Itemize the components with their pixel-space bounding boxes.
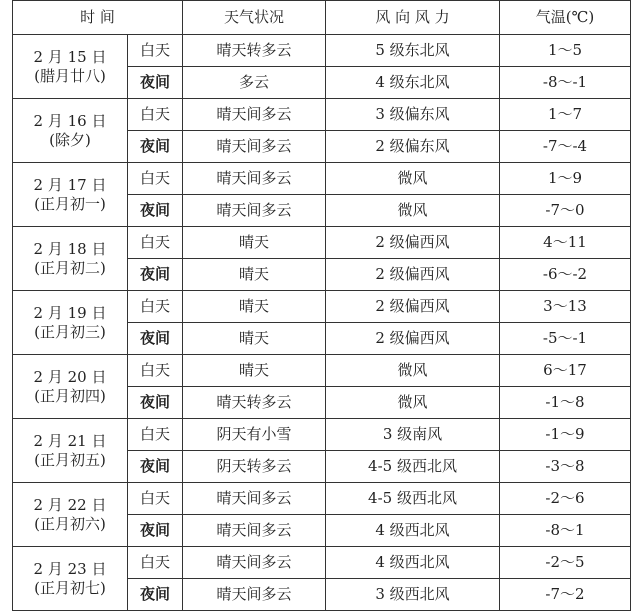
wind-cell: 4-5 级西北风 [326,451,500,483]
period-cell: 白天 [128,291,183,323]
header-time: 时 间 [13,1,183,35]
temperature-cell: -8～1 [500,515,631,547]
weather-cell: 多云 [183,67,326,99]
temperature-cell: -2～6 [500,483,631,515]
period-cell: 夜间 [128,67,183,99]
weather-cell: 晴天间多云 [183,579,326,611]
temperature-cell: 1～7 [500,99,631,131]
date-cell [13,547,128,611]
wind-cell: 4 级东北风 [326,67,500,99]
temperature-cell: 1～5 [500,35,631,67]
wind-cell: 微风 [326,163,500,195]
temperature-cell: -7～-4 [500,131,631,163]
date-label: 2 月 23 日 [33,559,107,578]
table-row-day [13,483,631,515]
temperature-cell: 3～13 [500,291,631,323]
wind-cell: 2 级偏东风 [326,131,500,163]
period-cell: 白天 [128,419,183,451]
period-cell: 夜间 [128,195,183,227]
wind-cell: 微风 [326,195,500,227]
period-cell: 夜间 [128,259,183,291]
period-cell: 白天 [128,99,183,131]
weather-forecast-table [12,0,631,611]
temperature-cell: -2～5 [500,547,631,579]
date-cell [13,291,128,355]
temperature-cell: -1～9 [500,419,631,451]
temperature-cell: -7～0 [500,195,631,227]
period-cell: 白天 [128,227,183,259]
weather-cell: 晴天间多云 [183,163,326,195]
lunar-date-label: (正月初七) [34,578,106,597]
period-cell: 白天 [128,163,183,195]
date-label: 2 月 21 日 [33,431,107,450]
period-cell: 白天 [128,35,183,67]
header-weather: 天气状况 [183,1,326,35]
table-row-day [13,163,631,195]
wind-cell: 微风 [326,355,500,387]
weather-cell: 晴天间多云 [183,547,326,579]
wind-cell: 4-5 级西北风 [326,483,500,515]
header-temperature: 气温(℃) [500,1,631,35]
temperature-cell: 1～9 [500,163,631,195]
weather-cell: 晴天间多云 [183,515,326,547]
weather-cell: 晴天 [183,355,326,387]
temperature-cell: -5～-1 [500,323,631,355]
period-cell: 夜间 [128,323,183,355]
lunar-date-label: (正月初二) [34,258,106,277]
date-label: 2 月 19 日 [33,303,107,322]
period-cell: 夜间 [128,451,183,483]
date-cell [13,35,128,99]
lunar-date-label: (正月初四) [34,386,106,405]
date-cell [13,99,128,163]
date-label: 2 月 18 日 [33,239,107,258]
table-row-day [13,419,631,451]
lunar-date-label: (正月初一) [34,194,106,213]
weather-cell: 阴天转多云 [183,451,326,483]
lunar-date-label: (正月初三) [34,322,106,341]
weather-cell: 晴天间多云 [183,131,326,163]
date-label: 2 月 15 日 [33,47,107,66]
period-cell: 白天 [128,483,183,515]
table-row-day [13,35,631,67]
weather-cell: 晴天 [183,323,326,355]
temperature-cell: -1～8 [500,387,631,419]
date-cell [13,227,128,291]
wind-cell: 2 级偏西风 [326,227,500,259]
wind-cell: 3 级偏东风 [326,99,500,131]
weather-cell: 晴天 [183,227,326,259]
weather-cell: 晴天转多云 [183,35,326,67]
temperature-cell: -6～-2 [500,259,631,291]
table-row-day [13,291,631,323]
wind-cell: 2 级偏西风 [326,259,500,291]
temperature-cell: 4～11 [500,227,631,259]
temperature-cell: -8～-1 [500,67,631,99]
table-row-day [13,227,631,259]
period-cell: 夜间 [128,131,183,163]
weather-cell: 晴天 [183,259,326,291]
weather-cell: 晴天 [183,291,326,323]
lunar-date-label: (正月初六) [34,514,106,533]
table-row-day [13,547,631,579]
wind-cell: 微风 [326,387,500,419]
date-cell [13,483,128,547]
wind-cell: 4 级西北风 [326,515,500,547]
date-label: 2 月 17 日 [33,175,107,194]
date-label: 2 月 16 日 [33,111,107,130]
temperature-cell: -3～8 [500,451,631,483]
wind-cell: 5 级东北风 [326,35,500,67]
lunar-date-label: (腊月廿八) [34,66,106,85]
lunar-date-label: (除夕) [49,130,91,149]
temperature-cell: 6～17 [500,355,631,387]
temperature-cell: -7～2 [500,579,631,611]
header-wind: 风 向 风 力 [326,1,500,35]
weather-cell: 阴天有小雪 [183,419,326,451]
wind-cell: 3 级南风 [326,419,500,451]
period-cell: 夜间 [128,579,183,611]
weather-cell: 晴天间多云 [183,195,326,227]
period-cell: 夜间 [128,387,183,419]
weather-cell: 晴天间多云 [183,99,326,131]
date-cell [13,163,128,227]
period-cell: 白天 [128,355,183,387]
wind-cell: 2 级偏西风 [326,323,500,355]
weather-cell: 晴天转多云 [183,387,326,419]
date-cell [13,355,128,419]
wind-cell: 2 级偏西风 [326,291,500,323]
header-row [13,1,631,35]
lunar-date-label: (正月初五) [34,450,106,469]
table-body [13,35,631,611]
table-row-day [13,355,631,387]
weather-cell: 晴天间多云 [183,483,326,515]
period-cell: 夜间 [128,515,183,547]
period-cell: 白天 [128,547,183,579]
table-row-day [13,99,631,131]
date-cell [13,419,128,483]
wind-cell: 4 级西北风 [326,547,500,579]
date-label: 2 月 22 日 [33,495,107,514]
date-label: 2 月 20 日 [33,367,107,386]
wind-cell: 3 级西北风 [326,579,500,611]
